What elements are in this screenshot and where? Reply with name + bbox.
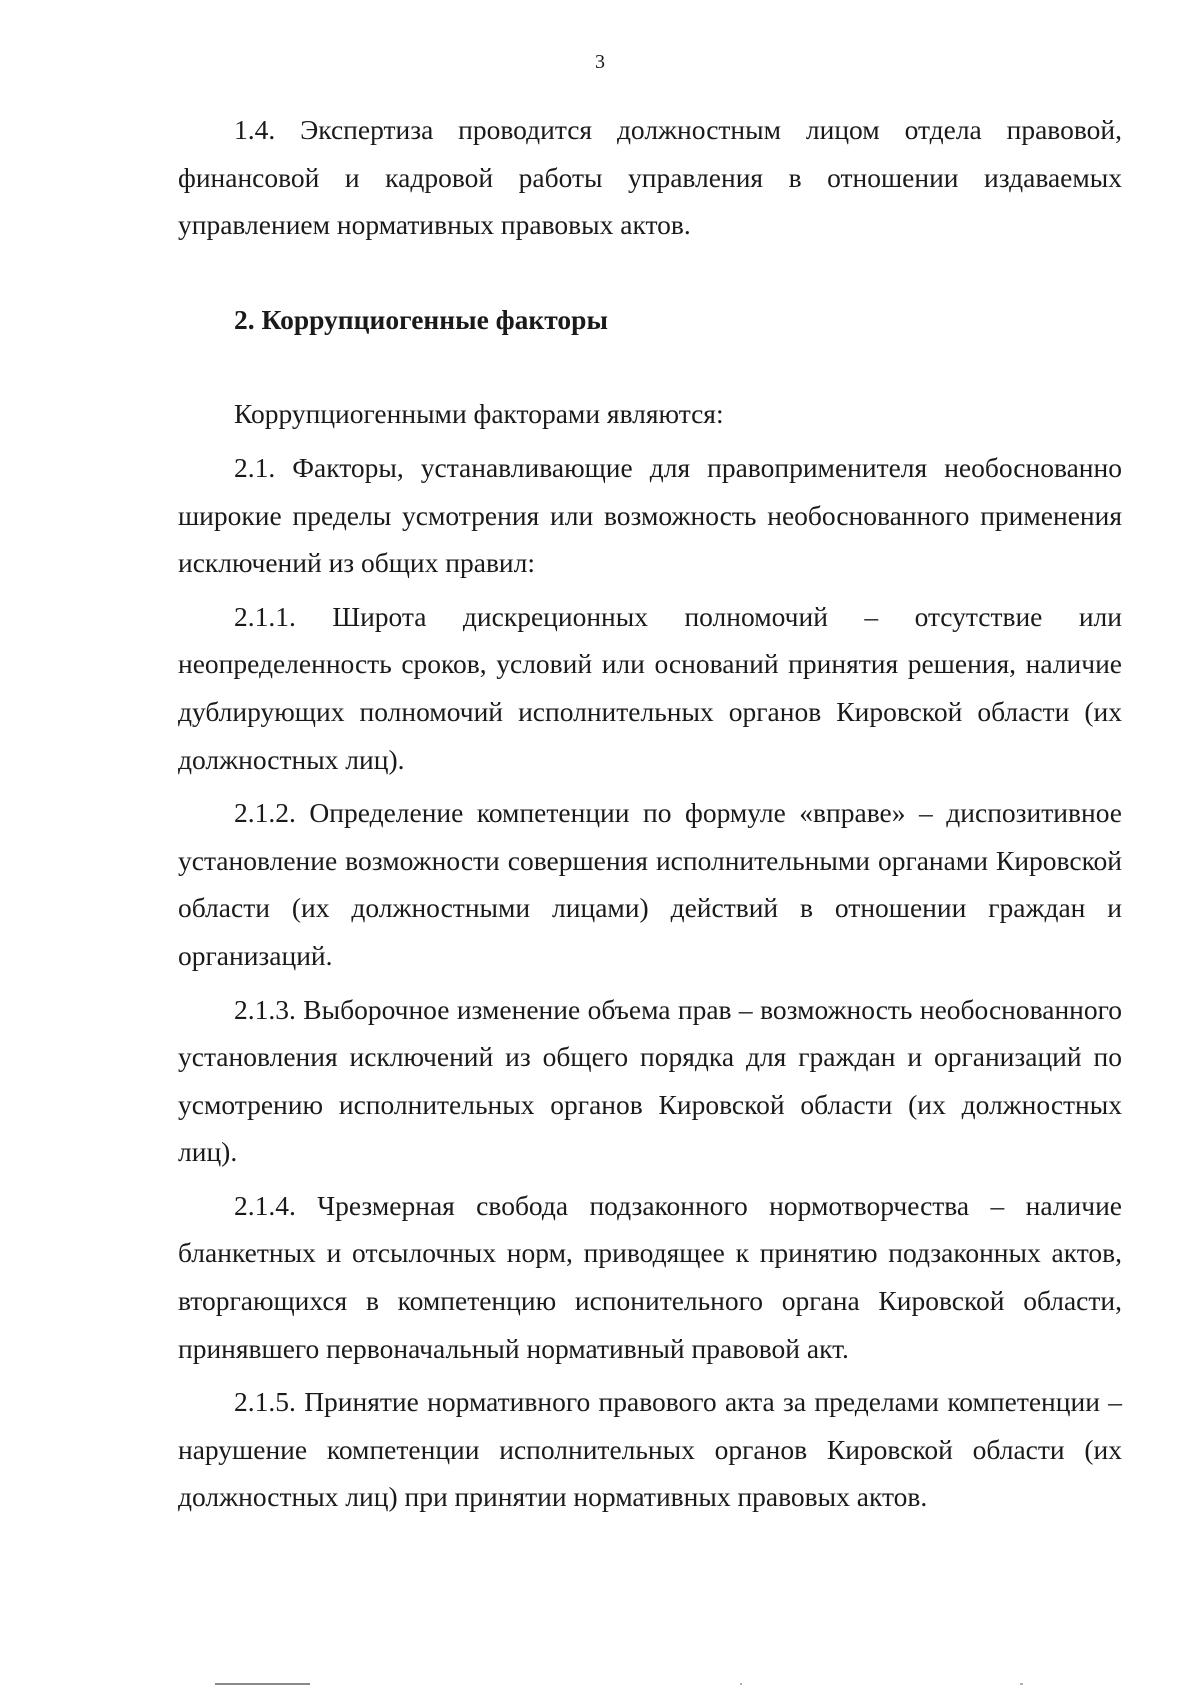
paragraph-intro: Коррупциогенными факторами являются: xyxy=(234,398,724,430)
paragraph-2-1-2: 2.1.2. Определение компетенции по формуле «вправе» – диспозитивное установление возможности совершения исполнительными органами Кировской области (их должностными лицами) действий в отношении граждан и организаций. xyxy=(178,797,1122,971)
document-body xyxy=(178,106,1122,1521)
page-number: 3 xyxy=(595,51,605,73)
scan-artifact-dot xyxy=(1020,1683,1023,1685)
paragraph-2-1-4: 2.1.4. Чрезмерная свобода подзаконного нормотворчества – наличие бланкетных и отсылочных норм, приводящее к принятию подзаконных актов, вторгающихся в компетенцию испонительного органа Кировской области, принявшего первоначальный нормативный правовой акт. xyxy=(178,1189,1122,1364)
paragraph-2-1-5: 2.1.5. Принятие нормативного правового акта за пределами компетенции – нарушение компетенции исполнительных органов Кировской области (их должностных лиц) при принятии нормативных правовых актов. xyxy=(178,1386,1122,1513)
paragraph-2-1-1: 2.1.1. Широта дискреционных полномочий – отсутствие или неопределенность сроков, условий или оснований принятия решения, наличие дублирующих полномочий исполнительных органов Кировской области (их должностных лиц). xyxy=(178,600,1122,775)
scan-artifact-line xyxy=(215,1683,310,1685)
section-heading-2: 2. Коррупциогенные факторы xyxy=(234,303,608,335)
scan-artifact-dot xyxy=(740,1683,742,1685)
paragraph-2-1-3: 2.1.3. Выборочное изменение объема прав – возможность необоснованного установления исключений из общего порядка для граждан и организаций по усмотрению исполнительных органов Кировской области (их должностных лиц). xyxy=(178,993,1122,1168)
paragraph-1-4: 1.4. Экспертиза проводится должностным лицом отдела правовой, финансовой и кадровой работы управления в отношении издаваемых управлением нормативных правовых актов. xyxy=(178,114,1122,241)
paragraph-2-1: 2.1. Факторы, устанавливающие для правоприменителя необоснованно широкие пределы усмотрения или возможность необоснованного применения исключений из общих правил: xyxy=(178,451,1122,579)
